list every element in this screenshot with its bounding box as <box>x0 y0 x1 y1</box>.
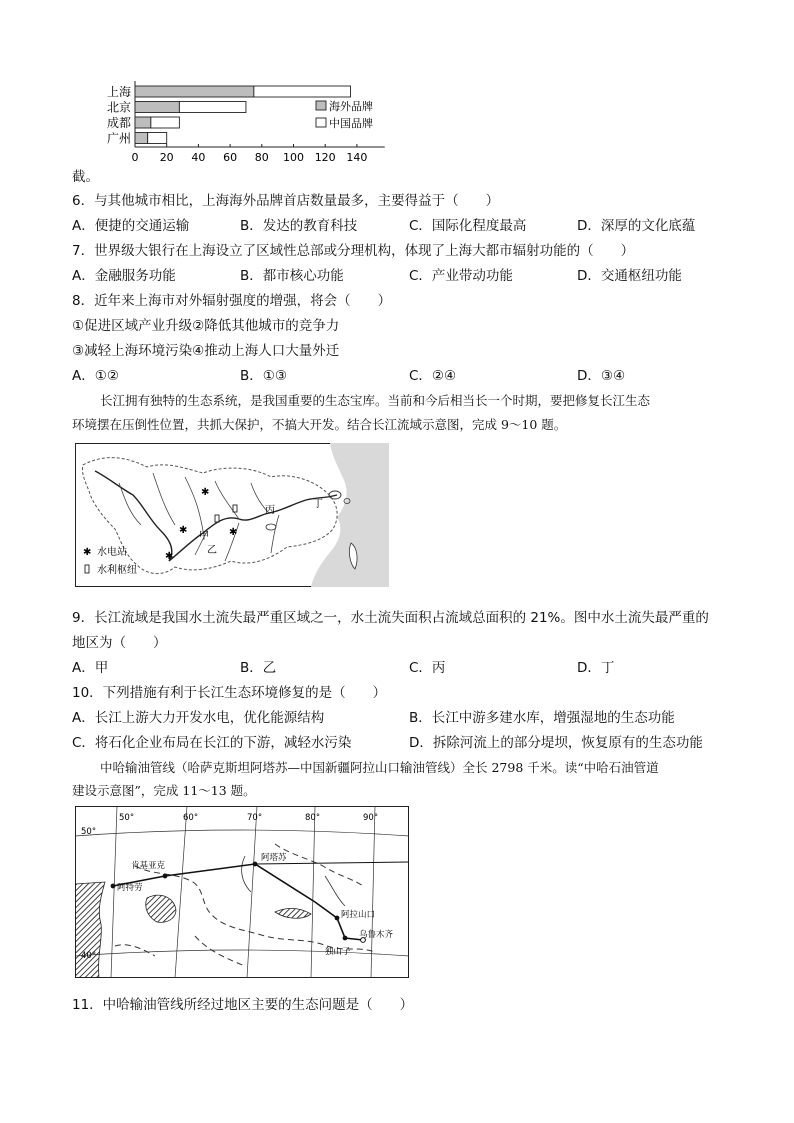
region-ding-label: 丁 <box>313 499 323 510</box>
pipeline-intro-line-2: 建设示意图”，完成 11～13 题。 <box>72 783 256 798</box>
legend-water-project: 水利枢纽 <box>97 565 137 576</box>
chart-caption-tail: 截。 <box>72 169 99 185</box>
q8-statements-1: ①促进区域产业升级②降低其他城市的竞争力 <box>72 318 340 334</box>
legend-label: 海外品牌 <box>329 100 373 113</box>
bar-overseas-3 <box>135 133 148 144</box>
bar-overseas-2 <box>135 117 151 128</box>
q9-option-b[interactable]: B．乙 <box>240 660 277 676</box>
x-tick-label: 0 <box>131 151 139 164</box>
x-tick-label: 100 <box>283 151 304 164</box>
legend-swatch <box>316 101 326 110</box>
lon-50-label: 50° <box>119 813 135 823</box>
region-jia-label: 甲 <box>199 531 209 542</box>
yangtze-intro-line-1: 长江拥有独特的生态系统，是我国重要的生态宝库。当前和今后相当长一个时期，要把修复长江生态 <box>100 393 651 408</box>
place-atasu: 阿塔苏 <box>261 853 287 863</box>
lat-50-label: 50° <box>81 827 97 837</box>
category-label: 成都 <box>106 116 131 130</box>
q7-option-d[interactable]: D．交通枢纽功能 <box>577 268 682 284</box>
place-urumqi: 乌鲁木齐 <box>359 930 394 940</box>
q9-option-a[interactable]: A．甲 <box>72 660 109 676</box>
lon-70-label: 70° <box>247 813 263 823</box>
q6-option-b[interactable]: B．发达的教育科技 <box>240 218 358 234</box>
china-kazakhstan-pipeline-map <box>75 806 409 978</box>
question-7-stem: 7．世界级大银行在上海设立了区域性总部或分理机构，体现了上海大都市辐射功能的（ ） <box>72 243 635 259</box>
legend-swatch <box>316 118 326 127</box>
lon-90-label: 90° <box>363 813 379 823</box>
q7-option-b[interactable]: B．都市核心功能 <box>240 268 344 284</box>
q10-option-c[interactable]: C．将石化企业布局在长江的下游，减轻水污染 <box>72 735 352 751</box>
q8-option-d[interactable]: D．③④ <box>577 368 626 384</box>
region-yi-label: 乙 <box>207 545 217 556</box>
q10-option-a[interactable]: A．长江上游大力开发水电，优化能源结构 <box>72 710 325 726</box>
legend-label: 中国品牌 <box>329 117 373 130</box>
place-alashankou: 阿拉山口 <box>341 910 376 920</box>
yangtze-basin-map <box>75 443 389 587</box>
place-atelao: 阿特劳 <box>117 883 143 893</box>
brand-store-bar-chart <box>80 60 410 178</box>
pipeline-intro-line-1: 中哈输油管线（哈萨克斯坦阿塔苏—中国新疆阿拉山口输油管线）全长 2798 千米。读“中哈石油管道 <box>100 760 659 775</box>
question-8-stem: 8．近年来上海市对外辐射强度的增强，将会（ ） <box>72 293 392 309</box>
lon-60-label: 60° <box>183 813 199 823</box>
x-tick-label: 40 <box>191 151 206 164</box>
x-tick-label: 140 <box>346 151 368 164</box>
q7-option-c[interactable]: C．产业带动功能 <box>409 268 513 284</box>
x-tick-label: 120 <box>314 151 336 164</box>
legend-hydro-station: 水电站 <box>97 547 127 558</box>
svg-text:✱: ✱ <box>229 527 238 538</box>
q7-option-a[interactable]: A．金融服务功能 <box>72 268 176 284</box>
question-6-stem: 6．与其他城市相比，上海海外品牌首店数量最多，主要得益于（ ） <box>72 193 500 209</box>
question-10-stem: 10．下列措施有利于长江生态环境修复的是（ ） <box>72 685 387 701</box>
bar-domestic-0 <box>254 86 351 97</box>
q6-option-a[interactable]: A．便捷的交通运输 <box>72 218 190 234</box>
q9-option-c[interactable]: C．丙 <box>409 660 446 676</box>
place-dushanzi: 独山子 <box>325 947 351 957</box>
question-9-stem-line-2: 地区为（ ） <box>72 635 167 651</box>
bar-domestic-2 <box>151 117 180 128</box>
q6-option-c[interactable]: C．国际化程度最高 <box>409 218 527 234</box>
bar-overseas-0 <box>135 86 254 97</box>
bar-overseas-1 <box>135 102 179 113</box>
question-9-stem-line-1: 9．长江流域是我国水土流失最严重区域之一，水土流失面积占流域总面积的 21%。图中水土流失最严重的 <box>72 610 709 626</box>
q10-option-d[interactable]: D．拆除河流上的部分堤坝，恢复原有的生态功能 <box>409 735 703 751</box>
q8-option-b[interactable]: B．①③ <box>240 368 287 384</box>
x-tick-label: 80 <box>254 151 269 164</box>
category-label: 广州 <box>106 131 131 146</box>
q9-option-d[interactable]: D．丁 <box>577 660 615 676</box>
svg-text:✱: ✱ <box>165 551 174 562</box>
place-qingjiyake: 肯基亚克 <box>131 861 166 871</box>
q10-option-b[interactable]: B．长江中游多建水库，增强湿地的生态功能 <box>409 710 675 726</box>
q8-option-a[interactable]: A．①② <box>72 368 119 384</box>
lon-80-label: 80° <box>305 813 321 823</box>
region-bing-label: 丙 <box>265 505 275 516</box>
q8-statements-2: ③减轻上海环境污染④推动上海人口大量外迁 <box>72 343 340 359</box>
q6-option-d[interactable]: D．深厚的文化底蕴 <box>577 218 696 234</box>
x-tick-label: 60 <box>223 151 238 164</box>
bar-domestic-3 <box>148 133 167 144</box>
question-11-stem: 11．中哈输油管线所经过地区主要的生态问题是（ ） <box>72 997 414 1013</box>
bar-domestic-1 <box>179 102 246 113</box>
category-label: 上海 <box>106 85 131 99</box>
svg-text:✱: ✱ <box>179 525 188 536</box>
hydro-station-icon: ✱ <box>83 547 92 558</box>
category-label: 北京 <box>106 100 131 115</box>
x-tick-label: 20 <box>159 151 174 164</box>
svg-text:✱: ✱ <box>201 487 210 498</box>
q8-option-c[interactable]: C．②④ <box>409 368 457 384</box>
yangtze-intro-line-2: 环境摆在压倒性位置，共抓大保护，不搞大开发。结合长江流域示意图，完成 9～10 题。 <box>72 417 567 432</box>
